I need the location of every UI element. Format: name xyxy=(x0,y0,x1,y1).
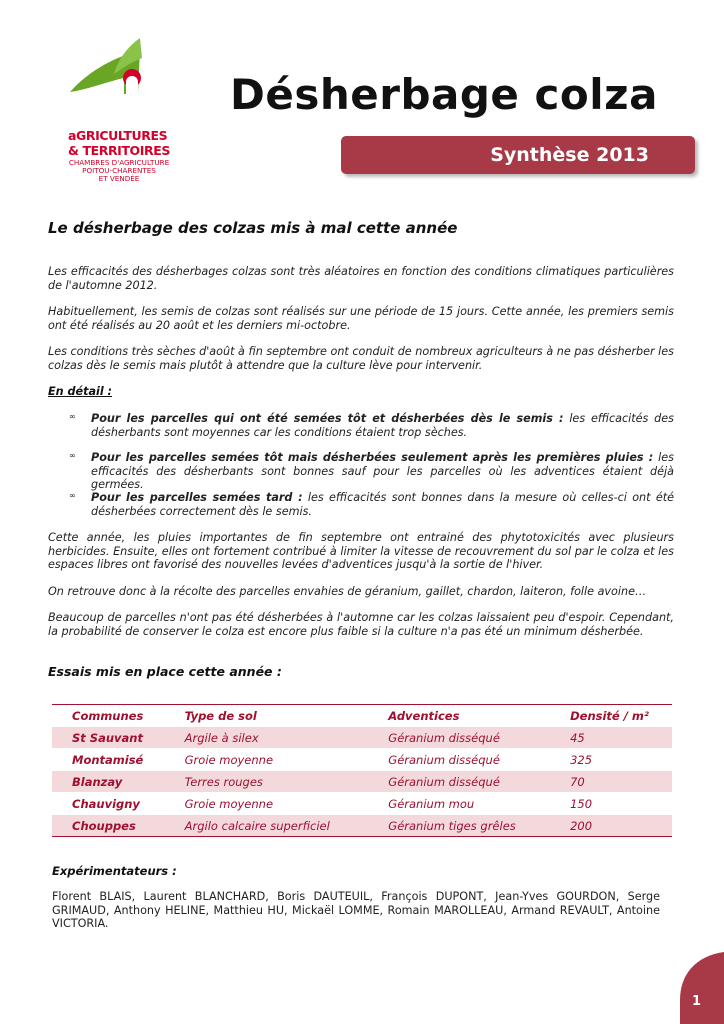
cell-soil: Argile à silex xyxy=(165,727,369,749)
cell-density: 325 xyxy=(550,749,672,771)
bullet-1-bold: Pour les parcelles qui ont été semées tôt et désherbées dès le semis : xyxy=(91,412,564,425)
experimenters-list: Florent BLAIS, Laurent BLANCHARD, Boris DAUTEUIL, François DUPONT, Jean-Yves GOURDON, Serge GRIMAUD, Anthony HELINE, Matthieu HU, Mickaël LOMME, Romain MAROLLEAU, Armand REVAULT, Antoine VICTORIA. xyxy=(52,890,660,930)
column-header: Adventices xyxy=(368,705,550,728)
paragraph-4: Cette année, les pluies importantes de fin septembre ont entrainé des phytotoxicités avec plusieurs herbicides. Ensuite, elles ont fortement contribué à limiter la vitesse de recouvrement du sol par le colza et les espaces libres ont favorisé des nouvelles levées d'adventices jusqu'à la sortie de l'hiver. xyxy=(48,531,674,571)
cell-commune: Chouppes xyxy=(52,815,165,837)
cell-weeds: Géranium disséqué xyxy=(368,727,550,749)
cell-weeds: Géranium tiges grêles xyxy=(368,815,550,837)
logo-text-agricultures: aGRICULTURES xyxy=(68,128,168,143)
bullet-2-bold: Pour les parcelles semées tôt mais désherbées seulement après les premières pluies : xyxy=(91,451,654,464)
subtitle-banner xyxy=(341,136,695,174)
logo-leaf-icon xyxy=(66,34,176,126)
page-corner-shape xyxy=(676,952,724,1024)
paragraph-1: Les efficacités des désherbages colzas sont très aléatoires en fonction des conditions climatiques particulières de l'automne 2012. xyxy=(48,265,674,292)
detail-label: En détail : xyxy=(48,385,113,398)
cell-commune: Chauvigny xyxy=(52,793,165,815)
cell-soil: Groie moyenne xyxy=(165,749,369,771)
bullet-marker-icon: ∞ xyxy=(69,491,76,500)
table-row xyxy=(52,727,672,749)
cell-soil: Argilo calcaire superficiel xyxy=(165,815,369,837)
cell-soil: Terres rouges xyxy=(165,771,369,793)
cell-density: 45 xyxy=(550,727,672,749)
paragraph-3: Les conditions très sèches d'août à fin septembre ont conduit de nombreux agriculteurs à ne pas désherber les colzas dès le semis mais plutôt à attendre que la culture lève pour intervenir. xyxy=(48,345,674,372)
subtitle-text: Synthèse 2013 xyxy=(490,144,649,166)
logo-text-territoires: & TERRITOIRES xyxy=(68,143,170,158)
section-heading-experimenters: Expérimentateurs : xyxy=(52,864,177,878)
table-row xyxy=(52,815,672,837)
column-header: Type de sol xyxy=(165,705,369,728)
cell-commune: St Sauvant xyxy=(52,727,165,749)
cell-weeds: Géranium disséqué xyxy=(368,771,550,793)
cell-density: 200 xyxy=(550,815,672,837)
cell-density: 150 xyxy=(550,793,672,815)
column-header: Communes xyxy=(52,705,165,728)
bullet-marker-icon: ∞ xyxy=(69,451,76,460)
cell-density: 70 xyxy=(550,771,672,793)
logo xyxy=(66,34,176,183)
cell-commune: Blanzay xyxy=(52,771,165,793)
bullet-1-text: les efficacités des désherbants sont moyennes car les conditions étaient trop sèches. xyxy=(91,412,674,439)
paragraph-2: Habituellement, les semis de colzas sont réalisés sur une période de 15 jours. Cette année, les premiers semis ont été réalisés au 20 août et les derniers mi-octobre. xyxy=(48,305,674,332)
bullet-2-text: les efficacités des désherbants sont bonnes sauf pour les parcelles où les adventices étaient déjà germées. xyxy=(91,451,674,491)
page-number: 1 xyxy=(692,994,702,1009)
cell-commune: Montamisé xyxy=(52,749,165,771)
table-row xyxy=(52,793,672,815)
page-title: Désherbage colza xyxy=(230,70,658,119)
cell-weeds: Géranium mou xyxy=(368,793,550,815)
cell-soil: Groie moyenne xyxy=(165,793,369,815)
cell-weeds: Géranium disséqué xyxy=(368,749,550,771)
bullet-3-bold: Pour les parcelles semées tard : xyxy=(91,491,303,504)
column-header: Densité / m² xyxy=(550,705,672,728)
page-number-tab xyxy=(676,952,724,1024)
table-row xyxy=(52,749,672,771)
table-row xyxy=(52,771,672,793)
section-heading-main: Le désherbage des colzas mis à mal cette année xyxy=(48,219,458,237)
paragraph-5: On retrouve donc à la récolte des parcelles envahies de géranium, gaillet, chardon, laiteron, folle avoine… xyxy=(48,585,647,598)
bullet-3-text: les efficacités sont bonnes dans la mesure où celles-ci ont été désherbées correctement dès le semis. xyxy=(91,491,674,518)
bullet-marker-icon: ∞ xyxy=(69,412,76,421)
trials-table xyxy=(52,704,672,837)
table-header-row xyxy=(52,705,672,728)
logo-text-chambres: CHAMBRES D'AGRICULTURE POITOU-CHARENTES ET VENDÉE xyxy=(68,158,170,183)
section-heading-trials: Essais mis en place cette année : xyxy=(48,664,282,679)
paragraph-6: Beaucoup de parcelles n'ont pas été désherbées à l'automne car les colzas laissaient peu d'espoir. Cependant, la probabilité de conserver le colza est encore plus faible si la culture n'a pas été un minimum désherbée. xyxy=(48,611,674,638)
